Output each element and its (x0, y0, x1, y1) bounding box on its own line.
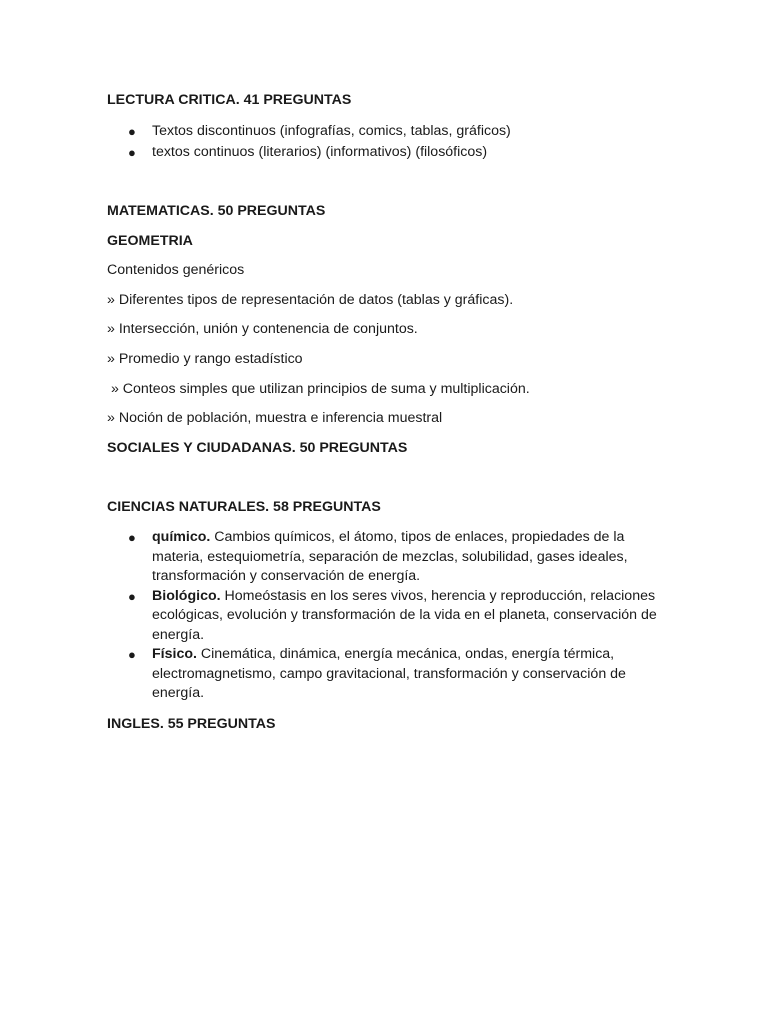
math-item: » Promedio y rango estadístico (107, 351, 303, 367)
heading-lectura-critica: LECTURA CRITICA. 41 PREGUNTAS (107, 92, 352, 108)
list-item (0, 645, 657, 704)
bullet-text: Homeóstasis en los seres vivos, herencia y reproducción, relaciones ecológicas, evolución y transformación de la vida en el planeta, conservación de energía. (152, 587, 657, 643)
heading-ingles: INGLES. 55 PREGUNTAS (107, 716, 276, 732)
list-item (0, 122, 657, 142)
bullet-icon: ● (128, 530, 136, 545)
math-item: » Intersección, unión y contenencia de conjuntos. (107, 321, 418, 337)
list-item (0, 587, 657, 646)
bullet-icon: ● (128, 588, 136, 604)
bullet-icon: ● (128, 124, 136, 139)
bullet-text: textos continuos (literarios) (informativos) (filosóficos) (152, 143, 488, 160)
bullet-label: Físico. (152, 646, 197, 662)
intro-contenidos: Contenidos genéricos (107, 262, 245, 278)
bullet-text: Textos discontinuos (infografías, comics, tablas, gráficos) (152, 123, 511, 139)
math-item: » Conteos simples que utilizan principios de suma y multiplicación. (107, 381, 530, 397)
lectura-bullet-list (0, 122, 657, 162)
heading-ciencias-naturales: CIENCIAS NATURALES. 58 PREGUNTAS (107, 499, 381, 515)
bullet-label: Biológico. (152, 587, 221, 604)
list-item (0, 143, 657, 163)
bullet-icon: ● (128, 144, 136, 160)
bullet-icon: ● (128, 647, 136, 662)
heading-sociales: SOCIALES Y CIUDADANAS. 50 PREGUNTAS (107, 440, 408, 456)
ciencias-bullet-list (0, 528, 657, 704)
math-item: » Diferentes tipos de representación de datos (tablas y gráficas). (107, 292, 514, 308)
subheading-geometria: GEOMETRIA (107, 233, 193, 249)
bullet-text: Cambios químicos, el átomo, tipos de enlaces, propiedades de la materia, estequiometría, separación de mezclas, solubilidad, gases ideales, transformación y conservación de energía. (152, 529, 628, 584)
bullet-text: Cinemática, dinámica, energía mecánica, ondas, energía térmica, electromagnetismo, campo gravitacional, transformación y conservación de energía. (152, 646, 626, 701)
heading-matematicas: MATEMATICAS. 50 PREGUNTAS (107, 203, 326, 219)
bullet-label: químico. (152, 529, 211, 545)
math-item: » Noción de población, muestra e inferencia muestral (107, 410, 443, 426)
list-item (0, 528, 657, 587)
